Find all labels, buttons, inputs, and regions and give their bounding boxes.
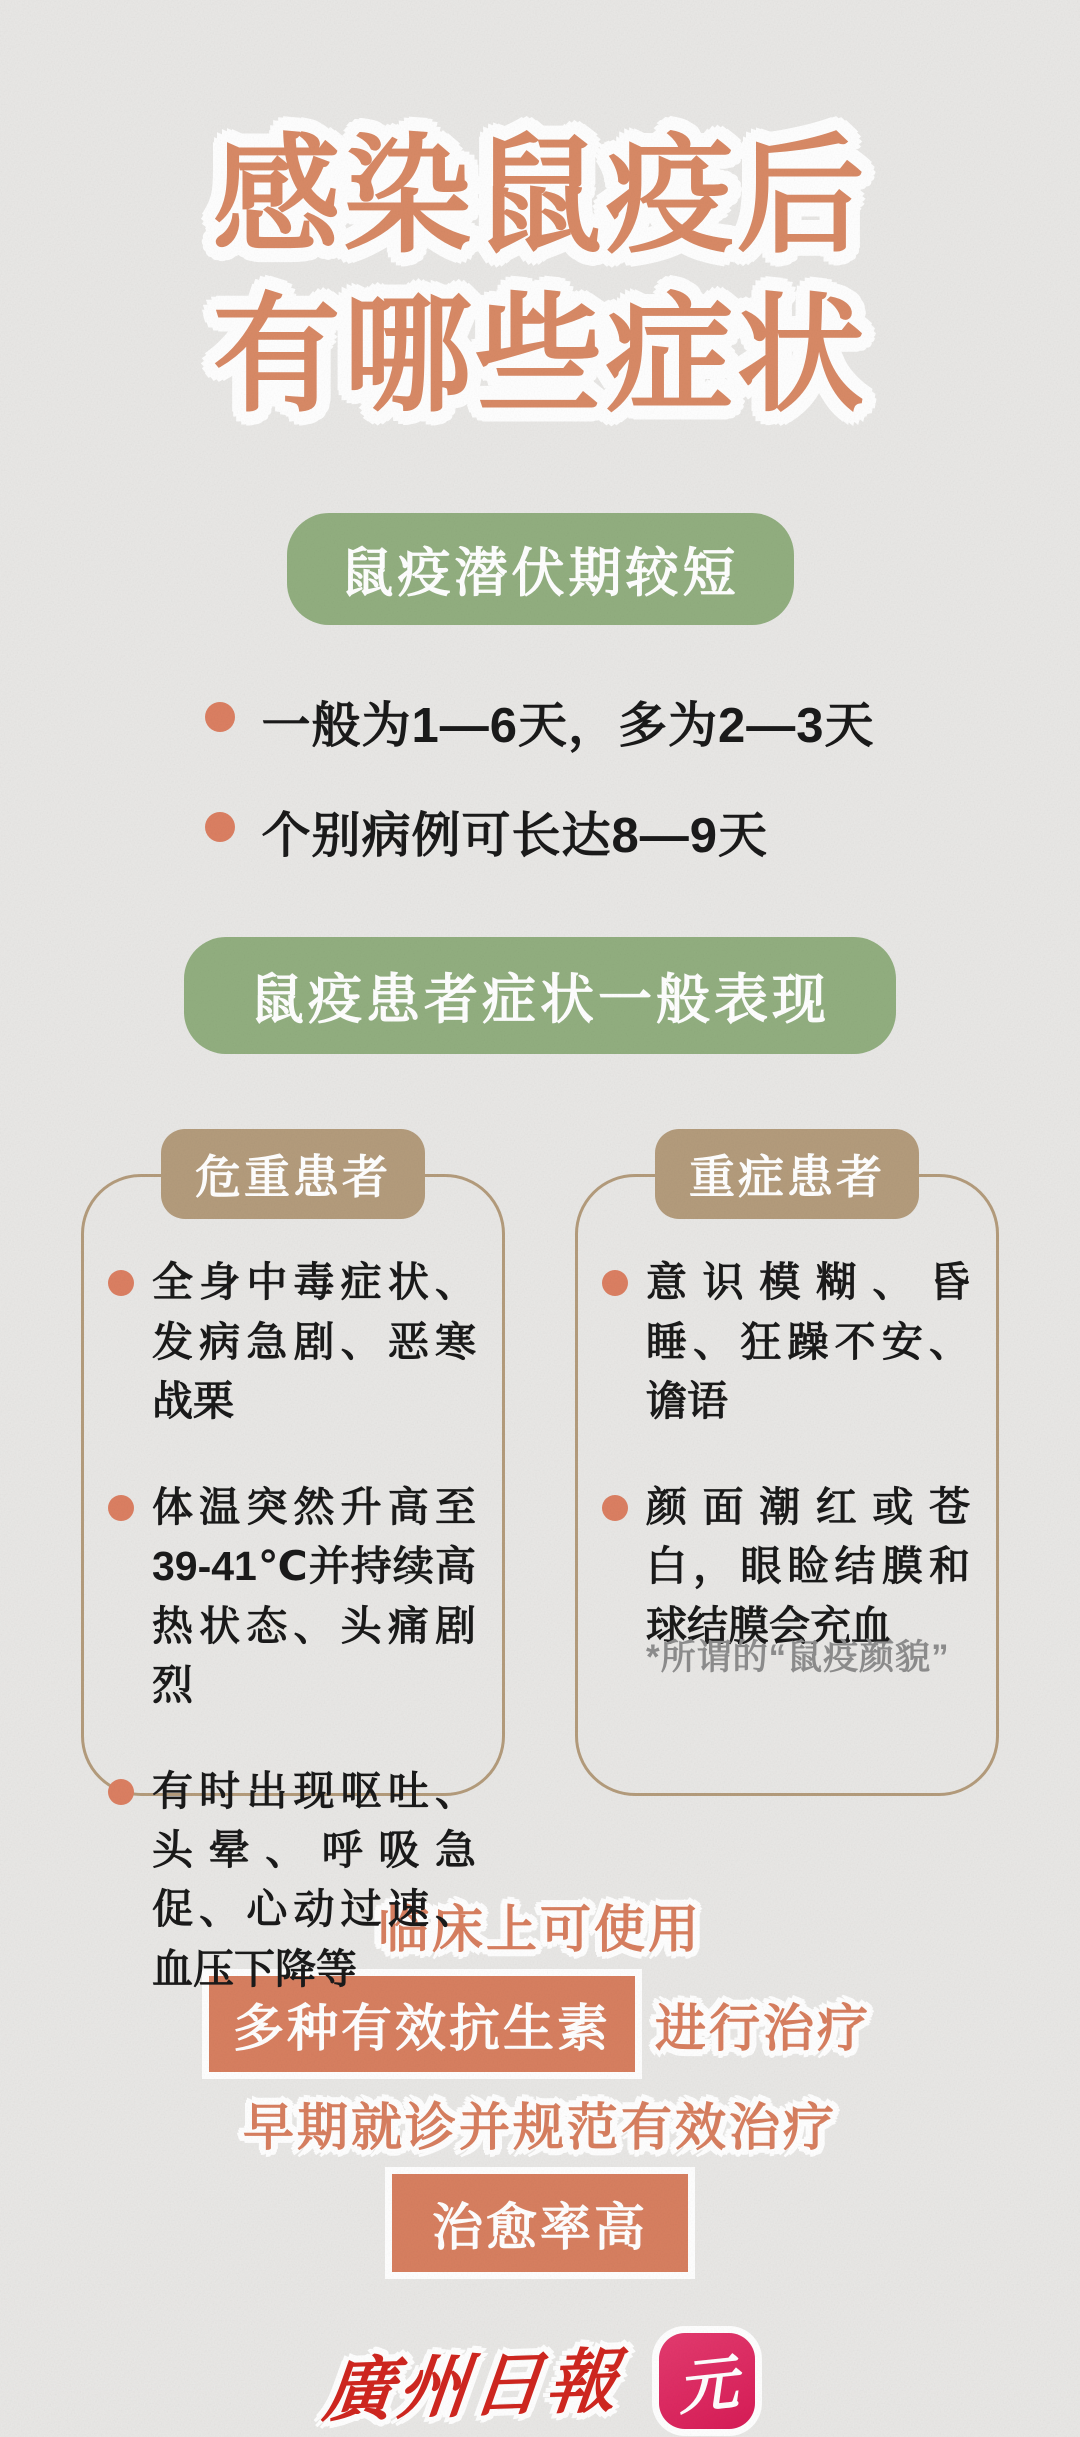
list-item [602, 1253, 970, 1431]
cure-rate-highlight-box: 治愈率高 [392, 2174, 688, 2272]
list-item [205, 687, 874, 757]
page-title [212, 118, 867, 435]
critical-symptoms-list [108, 1253, 476, 1999]
bullet-dot-icon [602, 1495, 628, 1521]
antibiotics-highlight-box: 多种有效抗生素 [209, 1976, 635, 2072]
incubation-list [205, 687, 874, 867]
card-severe-patients [575, 1151, 999, 1796]
guangzhou-daily-logo: 廣州日報 [319, 2344, 625, 2432]
list-item [108, 1762, 476, 2000]
card-critical-patients [81, 1151, 505, 1992]
bullet-dot-icon [205, 702, 235, 732]
bullet-dot-icon [108, 1270, 134, 1296]
treatment-line-2-suffix: 进行治疗 [655, 2000, 872, 2058]
footer-logos [319, 2330, 755, 2432]
symptom-text: 有时出现呕吐、头晕、呼吸急促、心动过速、血压下降等 [152, 1767, 476, 1992]
symptom-text: 颜面潮红或苍白，眼睑结膜和球结膜会充血 [646, 1483, 970, 1649]
bullet-dot-icon [108, 1779, 134, 1805]
card-critical-header: 危重患者 [161, 1129, 425, 1219]
symptom-text: 全身中毒症状、发病急剧、恶寒战栗 [152, 1259, 476, 1425]
symptoms-section-badge: 鼠疫患者症状一般表现 [184, 937, 896, 1054]
bullet-dot-icon [108, 1495, 134, 1521]
incubation-section-badge: 鼠疫潜伏期较短 [287, 513, 794, 625]
symptom-text: 意识模糊、昏睡、狂躁不安、谵语 [646, 1259, 970, 1425]
list-item [108, 1253, 476, 1431]
title-line-2: 有哪些症状 [212, 283, 868, 427]
bullet-dot-icon [602, 1270, 628, 1296]
plague-facies-note: *所谓的“鼠疫颜貌” [646, 1638, 950, 1678]
treatment-line-1: 临床上可使用 [377, 1901, 702, 1959]
guangzhou-daily-app-icon [659, 2333, 755, 2429]
incubation-item-text: 一般为1—6天，多为2—3天 [261, 699, 875, 754]
symptom-text: 体温突然升高至39-41℃并持续高热状态、头痛剧烈 [152, 1483, 476, 1709]
list-item [205, 797, 874, 867]
severe-symptoms-list [602, 1253, 970, 1656]
app-icon-glyph: 元 [674, 2349, 741, 2422]
bullet-dot-icon [205, 812, 235, 842]
incubation-item-text: 个别病例可长达8—9天 [261, 809, 768, 864]
title-line-1: 感染鼠疫后 [212, 125, 868, 268]
list-item [108, 1478, 476, 1716]
card-severe-header: 重症患者 [655, 1129, 919, 1219]
treatment-line-3: 早期就诊并规范有效治疗 [242, 2099, 837, 2157]
